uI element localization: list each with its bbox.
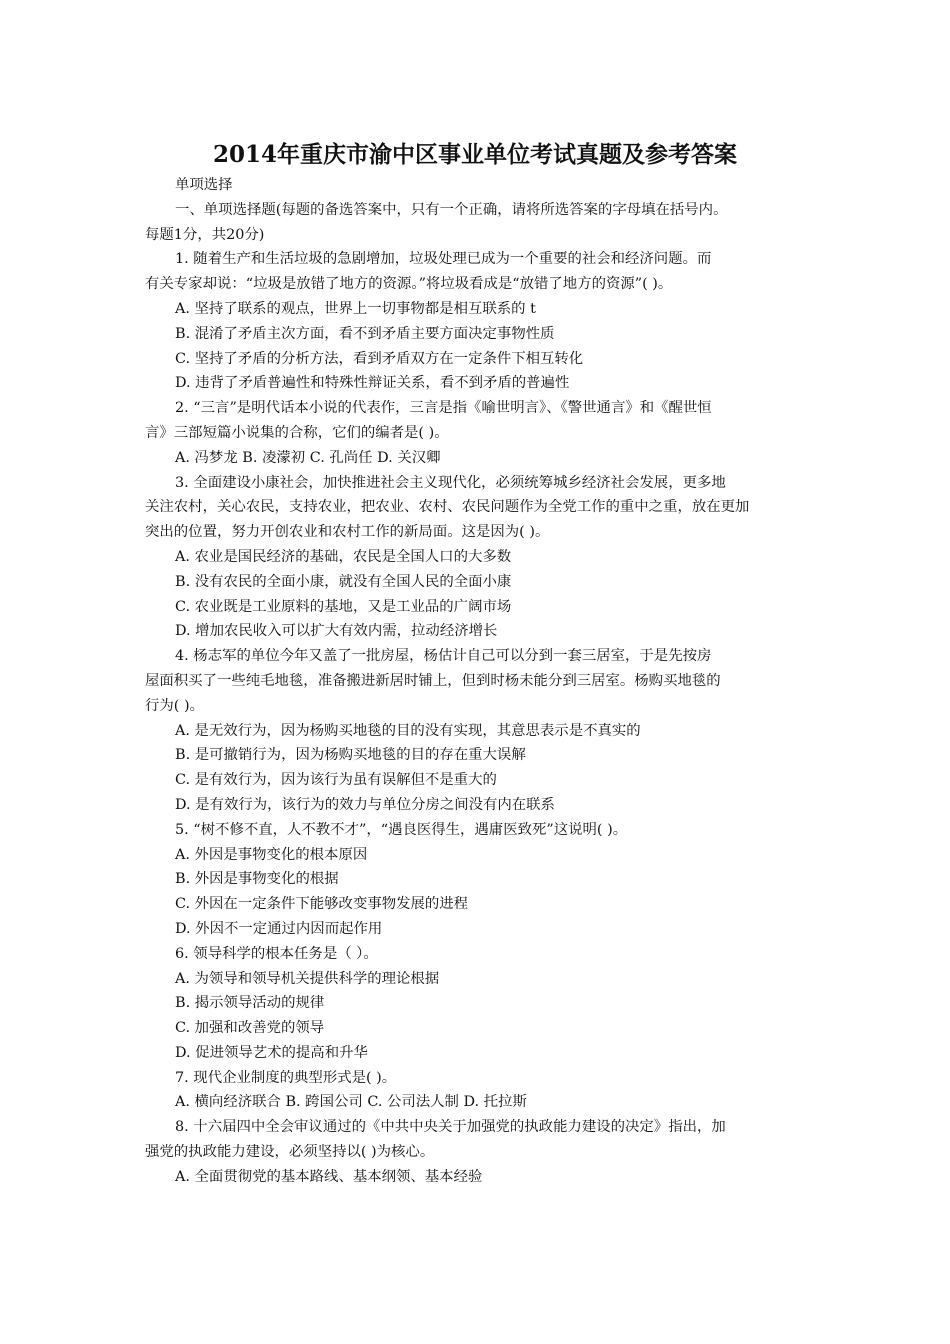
answer-option: D. 违背了矛盾普遍性和特殊性辩证关系，看不到矛盾的普遍性 [175,375,570,392]
question-1 [145,247,805,396]
answer-option: D. 增加农民收入可以扩大有效内需，拉动经济增长 [175,623,498,640]
question-stem-line: 3. 全面建设小康社会，加快推进社会主义现代化，必须统筹城乡经济社会发展，更多地 [175,474,726,491]
question-5 [145,818,805,942]
section-heading: 单项选择 [175,177,233,193]
answer-option: D. 促进领导艺术的提高和升华 [175,1044,368,1061]
answer-option: A. 横向经济联合 B. 跨国公司 C. 公司法人制 D. 托拉斯 [175,1094,527,1111]
answer-option: B. 混淆了矛盾主次方面，看不到矛盾主要方面决定事物性质 [175,325,555,342]
question-7 [145,1066,805,1116]
question-4 [145,644,805,818]
answer-option: C. 农业既是工业原料的基地，又是工业品的广阔市场 [175,598,512,615]
answer-option: B. 揭示领导活动的规律 [175,995,325,1012]
answer-option: C. 加强和改善党的领导 [175,1020,325,1037]
question-stem-line: 7. 现代企业制度的典型形式是( )。 [175,1069,397,1086]
answer-option: A. 为领导和领导机关提供科学的理论根据 [175,970,440,987]
answer-option: A. 是无效行为，因为杨购买地毯的目的没有实现，其意思表示是不真实的 [175,722,641,739]
answer-option: A. 外因是事物变化的根本原因 [175,846,368,863]
answer-option: A. 坚持了联系的观点，世界上一切事物都是相互联系的 t [175,300,536,317]
document-body [145,173,805,1190]
question-3 [145,471,805,645]
question-stem-line: 屋面积买了一些纯毛地毯，准备搬进新居时铺上，但到时杨未能分到三居室。杨购买地毯的 [145,672,721,689]
answer-option: C. 外因在一定条件下能够改变事物发展的进程 [175,896,469,913]
question-stem-line: 有关专家却说：“垃圾是放错了地方的资源。”将垃圾看成是“放错了地方的资源”( )。 [145,276,673,293]
answer-option: A. 农业是国民经济的基础，农民是全国人口的大多数 [175,548,512,565]
question-stem-line: 4. 杨志军的单位今年又盖了一批房屋，杨估计自己可以分到一套三居室，于是先按房 [175,648,712,665]
answer-option: B. 外因是事物变化的根据 [175,871,339,888]
answer-option: C. 坚持了矛盾的分析方法，看到矛盾双方在一定条件下相互转化 [175,350,584,367]
question-stem-line: 5. “树不修不直，人不教不才”，“遇良医得生，遇庸医致死”这说明( )。 [175,821,628,838]
question-2 [145,396,805,470]
question-stem-line: 言》三部短篇小说集的合称，它们的编者是( )。 [145,424,449,441]
instructions-line: 每题1分，共20分) [145,226,265,243]
answer-option: A. 冯梦龙 B. 凌濛初 C. 孔尚任 D. 关汉卿 [175,449,441,466]
question-stem-line: 关注农村，关心农民，支持农业，把农业、农村、农民问题作为全党工作的重中之重，放在更加 [145,499,750,516]
question-stem-line: 行为( )。 [145,697,204,714]
answer-option: C. 是有效行为，因为该行为虽有误解但不是重大的 [175,772,497,789]
question-stem-line: 强党的执政能力建设，必须坚持以( )为核心。 [145,1144,435,1161]
question-stem-line: 8. 十六届四中全会审议通过的《中共中央关于加强党的执政能力建设的决定》指出，加 [175,1119,726,1136]
question-stem-line: 突出的位置，努力开创农业和农村工作的新局面。这是因为( )。 [145,524,550,541]
question-stem-line: 1. 随着生产和生活垃圾的急剧增加，垃圾处理已成为一个重要的社会和经济问题。而 [175,251,712,268]
answer-option: B. 是可撤销行为，因为杨购买地毯的目的存在重大误解 [175,747,526,764]
answer-option: A. 全面贯彻党的基本路线、基本纲领、基本经验 [175,1168,483,1185]
answer-option: D. 外因不一定通过内因而起作用 [175,920,383,937]
answer-option: B. 没有农民的全面小康，就没有全国人民的全面小康 [175,573,512,590]
question-stem-line: 6. 领导科学的根本任务是（ ）。 [175,945,378,962]
answer-option: D. 是有效行为，该行为的效力与单位分房之间没有内在联系 [175,796,555,813]
document-title: 2014年重庆市渝中区事业单位考试真题及参考答案 [212,141,737,168]
question-stem-line: 2. “三言”是明代话本小说的代表作，三言是指《喻世明言》、《警世通言》和《醒世恒 [175,400,712,417]
instructions-line: 一、单项选择题(每题的备选答案中，只有一个正确，请将所选答案的字母填在括号内。 [175,201,728,218]
question-8 [145,1115,805,1189]
question-6 [145,942,805,1066]
